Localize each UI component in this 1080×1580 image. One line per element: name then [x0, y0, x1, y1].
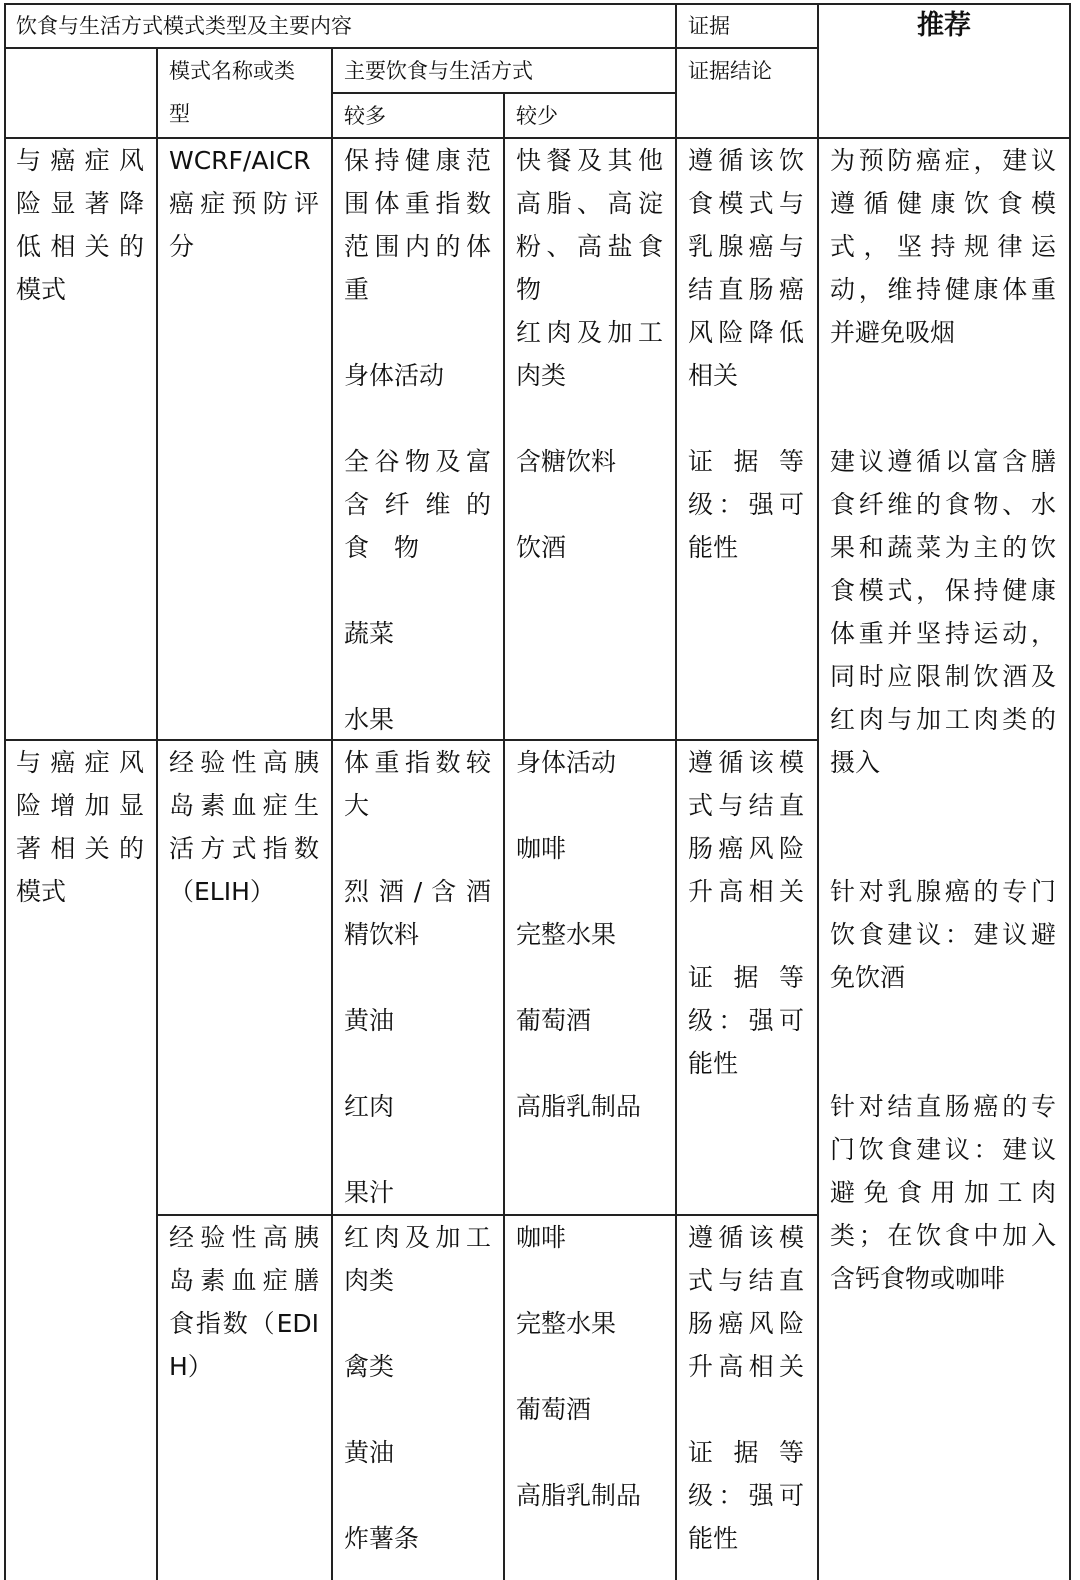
- header-evidence-conclusion: 证据结论: [688, 59, 772, 83]
- section1-less: 快餐及其他 高脂、高淀 粉、高盐食 物 红肉及加工 肉类 含糖饮料 饮酒: [516, 146, 663, 562]
- section1-conclusion: 遵循该饮 食模式与 乳腺癌与 结直肠癌 风险降低 相关 证 据 等 级：强可 能性: [688, 146, 804, 562]
- header-main-diet: 主要饮食与生活方式: [344, 59, 533, 83]
- recommendation-text: 为预防癌症，建议 遵循健康饮食模 式，坚持规律运 动，维持健康体重 并避免吸烟 建议遵循以富含膳 食纤维的食物、水 果和蔬菜为主的饮 食模式，保持健康 体重并坚持运动， 同时应限制饮酒及 红肉与加工肉类的 摄入 针对乳腺癌的专门 饮食建议：建议避 免饮酒 针对结直肠癌的专 门饮食建议：建议 避免食用加工肉 类；在饮食中加入 含钙食物或咖啡: [830, 146, 1056, 1293]
- section1-pattern: WCRF/AICR 癌症预防评 分: [169, 146, 319, 261]
- header-recommendation: 推荐: [917, 10, 971, 41]
- elih-conclusion: 遵循该模 式与结直 肠癌风险 升高相关 证 据 等 级：强可 能性: [688, 748, 804, 1078]
- grid-line-col5: [675, 3, 677, 1580]
- edih-pattern: 经验性高胰 岛素血症膳 食指数（EDI H）: [169, 1223, 319, 1381]
- header-title: 饮食与生活方式模式类型及主要内容: [16, 14, 352, 38]
- elih-more: 体重指数较 大 烈 酒 / 含 酒 精饮料 黄油 红肉 果汁: [344, 748, 491, 1207]
- grid-line-col6: [817, 3, 819, 1580]
- elih-pattern: 经验性高胰 岛素血症生 活方式指数 （ELIH）: [169, 748, 319, 906]
- edih-conclusion: 遵循该模 式与结直 肠癌风险 升高相关 证 据 等 级：强可 能性: [688, 1223, 804, 1553]
- edih-more: 红肉及加工 肉类 禽类 黄油 炸薯条: [344, 1223, 491, 1553]
- grid-line-left: [4, 3, 6, 1580]
- grid-line-col4: [503, 92, 505, 1580]
- grid-line-right: [1069, 3, 1071, 1580]
- header-evidence: 证据: [688, 14, 730, 38]
- section2-category: 与癌症风 险增加显 著相关的 模式: [16, 748, 144, 906]
- grid-line-col3: [331, 47, 333, 1580]
- section1-more: 保持健康范 围体重指数 范围内的体 重 身体活动 全谷物及富 含 纤 维 的 食 物 蔬菜 水果: [344, 146, 491, 734]
- header-pattern-name: 模式名称或类 型: [169, 59, 295, 126]
- grid-line-col2: [156, 47, 158, 1580]
- header-less: 较少: [516, 104, 558, 128]
- elih-less: 身体活动 咖啡 完整水果 葡萄酒 高脂乳制品: [516, 748, 642, 1121]
- section1-category: 与癌症风 险显著降 低相关的 模式: [16, 146, 144, 304]
- header-more: 较多: [344, 104, 386, 128]
- edih-less: 咖啡 完整水果 葡萄酒 高脂乳制品: [516, 1223, 642, 1510]
